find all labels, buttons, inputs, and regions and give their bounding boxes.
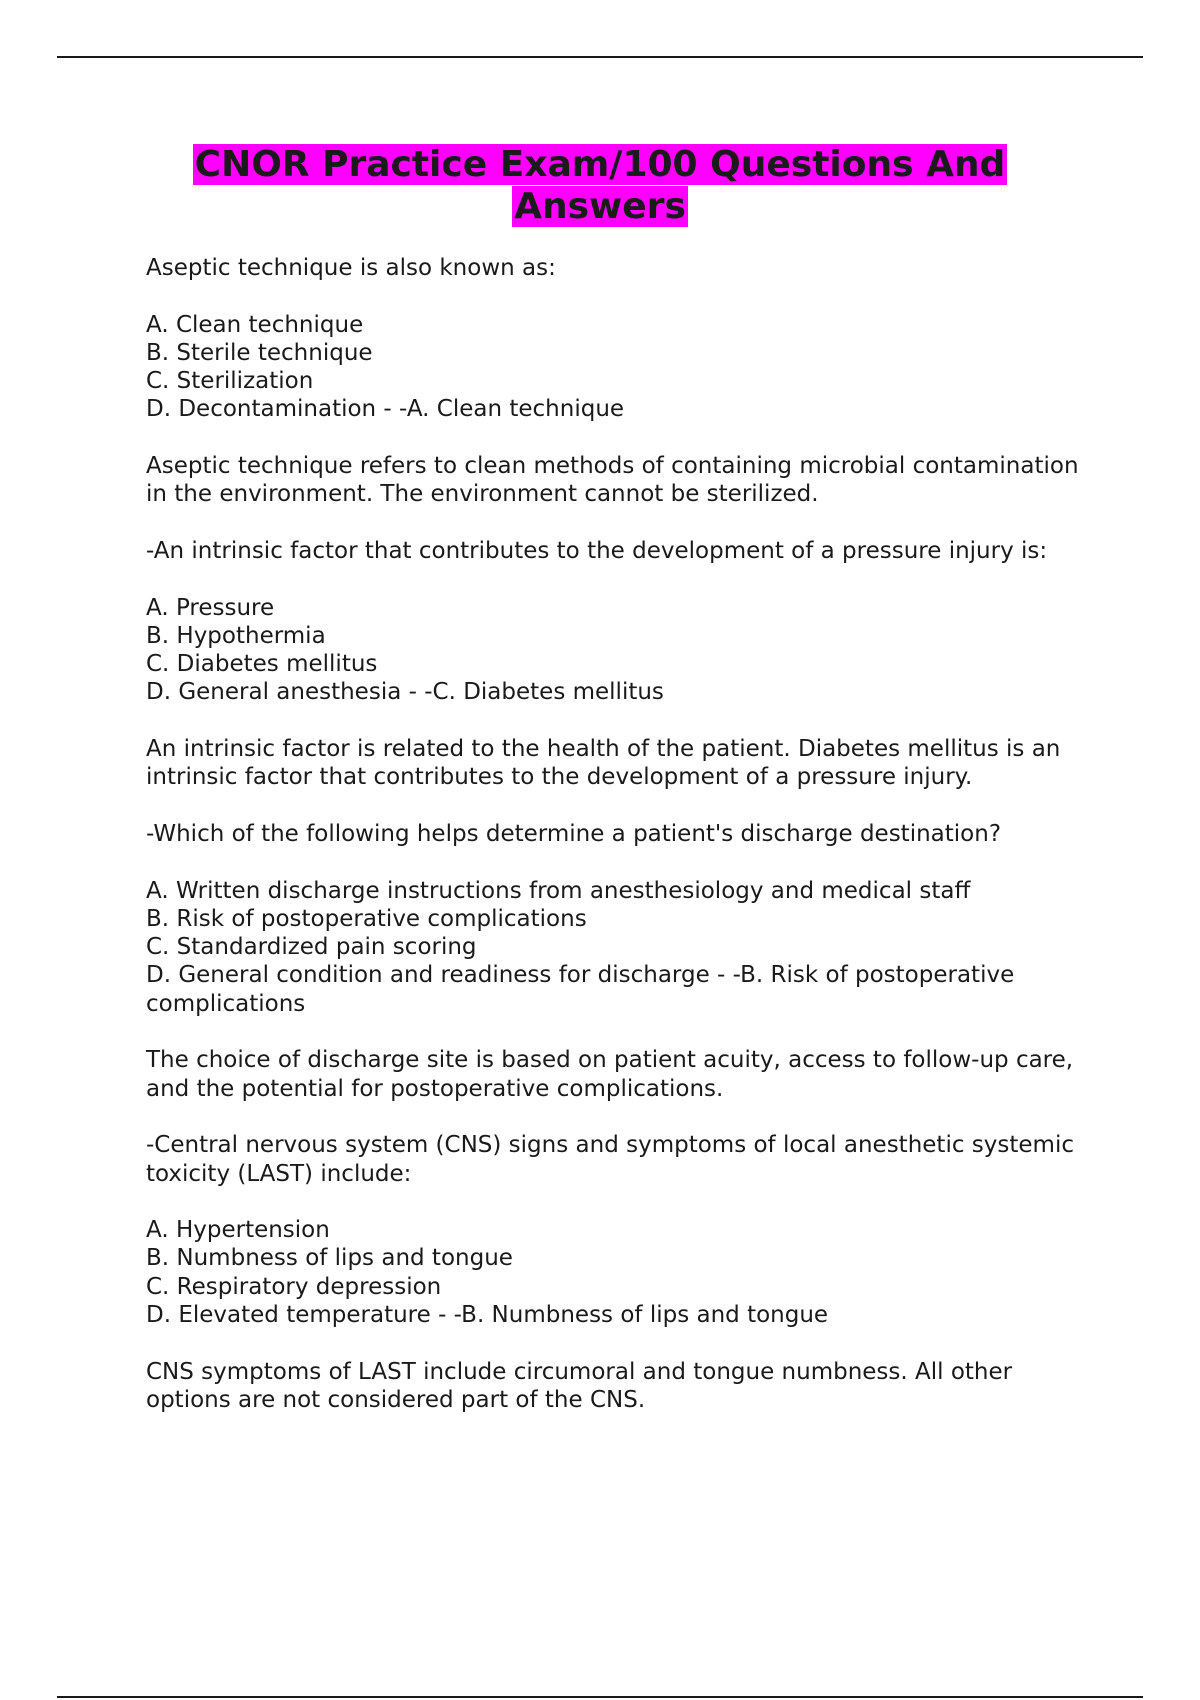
options-4 [146,1216,1086,1329]
question-4: -Central nervous system (CNS) signs and symptoms of local anesthetic systemic toxicity (LAST) include: [146,1132,1074,1187]
options-3 [146,877,1086,1018]
option: C. Sterilization [146,368,314,395]
options-1 [146,311,1086,424]
option: B. Numbness of lips and tongue [146,1245,513,1272]
option-with-answer: D. Elevated temperature - -B. Numbness of lips and tongue [146,1301,829,1328]
question-3: -Which of the following helps determine a patient's discharge destination? [146,820,1002,847]
option: C. Standardized pain scoring [146,934,477,961]
option: C. Diabetes mellitus [146,651,378,678]
option: A. Hypertension [146,1217,330,1244]
title-line-1: CNOR Practice Exam/100 Questions And [194,144,1006,185]
explanation-4: CNS symptoms of LAST include circumoral and tongue numbness. All other options are not considered part of the CNS. [146,1358,1013,1413]
explanation-3: The choice of discharge site is based on patient acuity, access to follow-up care, and the potential for postoperative complications. [146,1047,1074,1102]
options-2 [146,594,1086,707]
option: C. Respiratory depression [146,1273,442,1300]
title-line-2: Answers [514,186,686,227]
option-with-answer: D. General anesthesia - -C. Diabetes mellitus [146,679,664,706]
option: B. Sterile technique [146,339,373,366]
option: A. Written discharge instructions from anesthesiology and medical staff [146,877,971,904]
option: A. Pressure [146,594,275,621]
explanation-2: An intrinsic factor is related to the health of the patient. Diabetes mellitus is an intrinsic factor that contributes to the development of a pressure injury. [146,736,1061,791]
option: B. Hypothermia [146,622,326,649]
option-with-answer: D. Decontamination - -A. Clean technique [146,396,625,423]
option-with-answer: D. General condition and readiness for discharge - -B. Risk of postoperative complications [146,962,1015,1017]
option: A. Clean technique [146,311,364,338]
top-rule [57,56,1143,58]
qa-content [146,254,1086,1442]
bottom-rule [57,1696,1143,1698]
question-2: -An intrinsic factor that contributes to the development of a pressure injury is: [146,537,1048,564]
question-1: Aseptic technique is also known as: [146,255,556,281]
option: B. Risk of postoperative complications [146,905,587,932]
document-title [100,144,1100,228]
explanation-1: Aseptic technique refers to clean methods of containing microbial contamination in the environment. The environment cannot be sterilized. [146,453,1079,508]
